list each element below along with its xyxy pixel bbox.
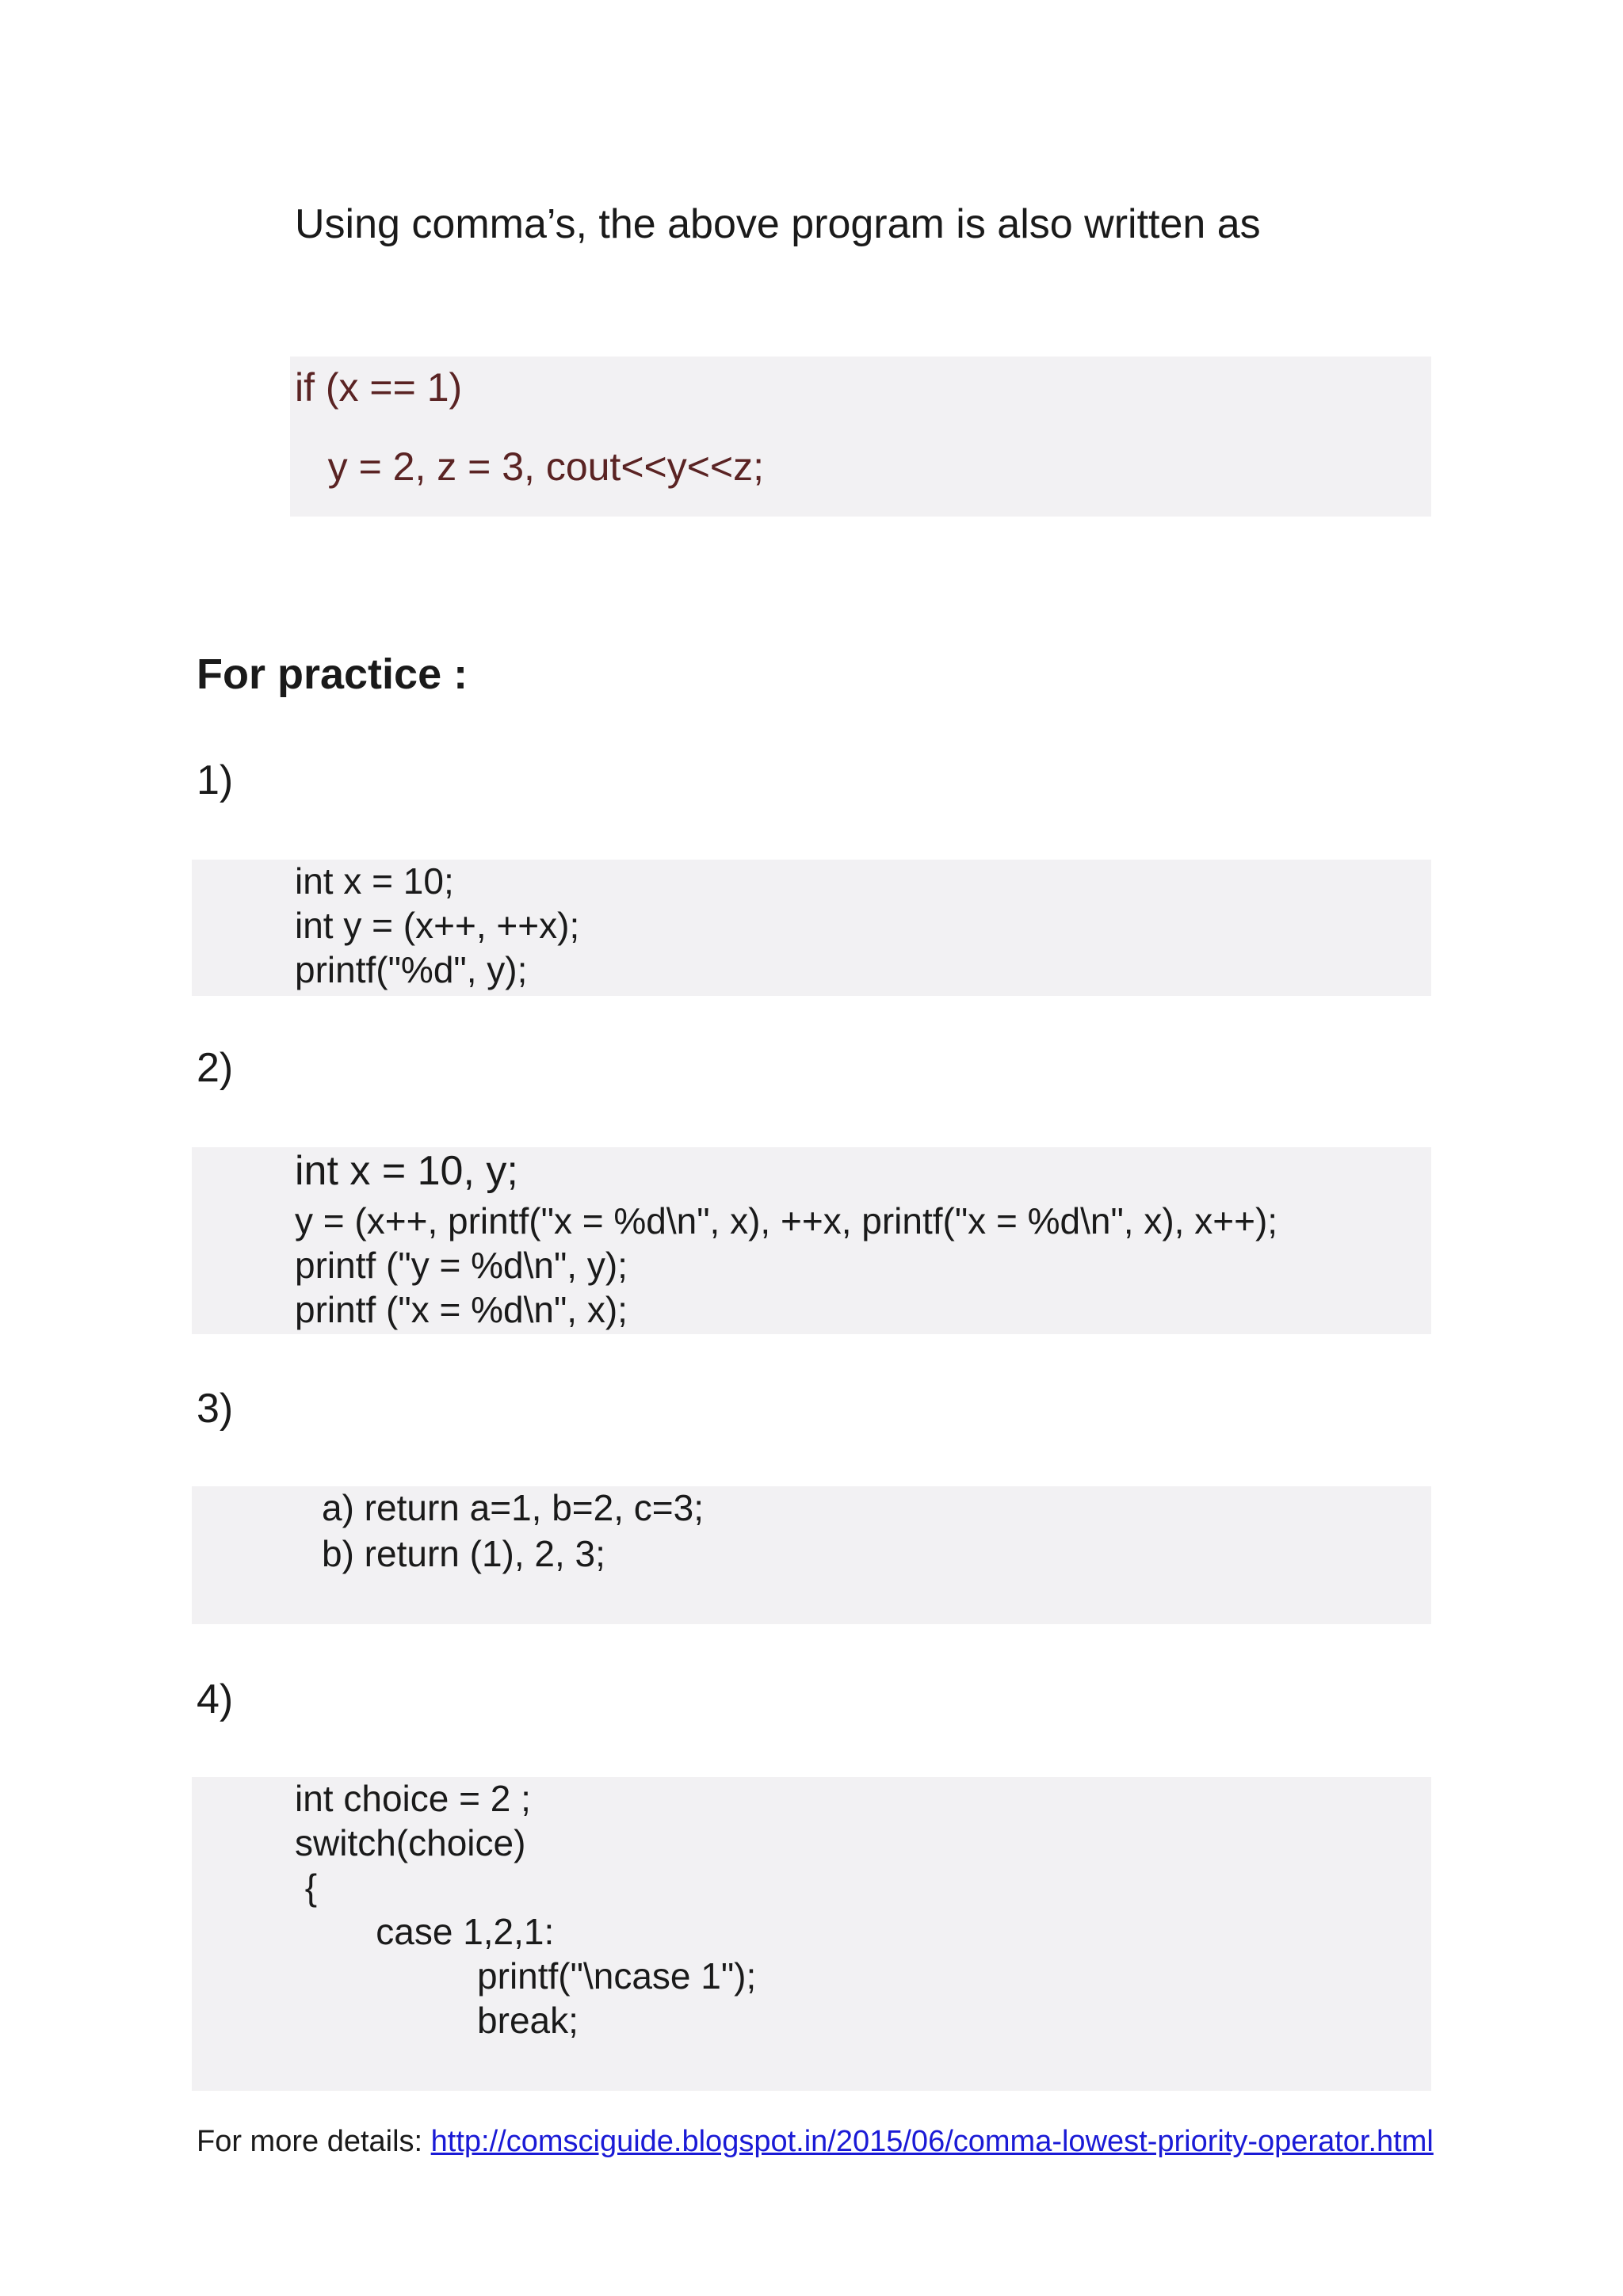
code-line: printf("\ncase 1"); — [295, 1955, 757, 1997]
practice-code-block-2 — [192, 1147, 1431, 1334]
code-line: int choice = 2 ; — [295, 1778, 531, 1819]
code-line: printf("%d", y); — [295, 949, 528, 990]
code-line: case 1,2,1: — [295, 1911, 555, 1952]
item-number: 4) — [197, 1676, 234, 1722]
code-line: switch(choice) — [295, 1822, 526, 1863]
code-line: int y = (x++, ++x); — [295, 905, 580, 946]
code-line: y = 2, z = 3, cout<<y<<z; — [295, 444, 765, 489]
intro-text: Using comma’s, the above program is also written as — [295, 201, 1261, 247]
practice-code-block-4 — [192, 1777, 1431, 2091]
code-line: b) return (1), 2, 3; — [322, 1533, 605, 1574]
code-line: if (x == 1) — [295, 365, 463, 410]
practice-heading: For practice : — [197, 650, 468, 698]
item-number: 1) — [197, 757, 234, 803]
code-line: y = (x++, printf("x = %d\n", x), ++x, printf("x = %d\n", x), x++); — [295, 1200, 1278, 1241]
item-number: 2) — [197, 1045, 234, 1091]
intro-code-block — [290, 357, 1431, 517]
footer — [197, 2125, 1434, 2159]
code-line: int x = 10; — [295, 860, 454, 902]
code-line: break; — [295, 2000, 579, 2041]
item-number: 3) — [197, 1386, 234, 1432]
code-line: { — [295, 1867, 318, 1908]
practice-code-block-3 — [192, 1486, 1431, 1624]
practice-code-block-1 — [192, 860, 1431, 996]
footer-label: For more details: — [197, 2125, 431, 2158]
code-line: a) return a=1, b=2, c=3; — [322, 1487, 705, 1528]
code-line: printf ("y = %d\n", y); — [295, 1245, 628, 1286]
details-link[interactable]: http://comsciguide.blogspot.in/2015/06/comma-lowest-priority-operator.html — [430, 2125, 1434, 2158]
code-line: printf ("x = %d\n", x); — [295, 1289, 628, 1330]
code-line: int x = 10, y; — [295, 1148, 518, 1194]
